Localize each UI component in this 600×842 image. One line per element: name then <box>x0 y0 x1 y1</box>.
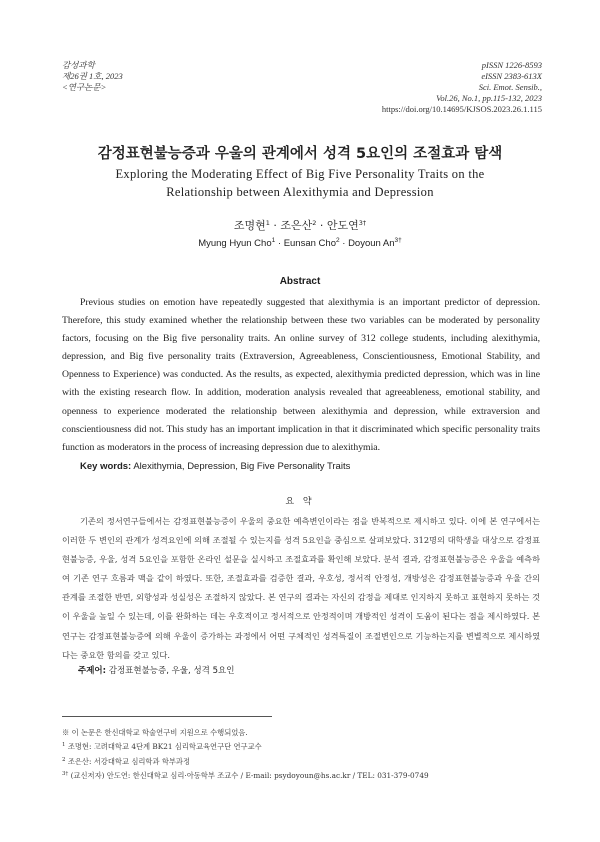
author-mark: 1 <box>265 219 270 227</box>
abstract-heading: Abstract <box>279 276 321 287</box>
footnotes <box>62 726 542 782</box>
author-name: 안도연 <box>326 219 359 232</box>
author-separator: · <box>277 238 282 249</box>
footnote-text: 조은산: 서강대학교 심리학과 학부과정 <box>67 756 191 766</box>
keywords-korean-list: 감정표현불능증, 우울, 성격 5요인 <box>108 666 235 676</box>
journal-abbrev: Sci. Emot. Sensib., <box>478 82 542 92</box>
title-korean: 감정표현불능증과 우울의 관계에서 성격 5요인의 조절효과 탐색 <box>97 146 503 162</box>
footnote-3 <box>62 768 542 782</box>
author-mark: 3† <box>394 237 402 244</box>
title-english-line2: Relationship between Alexithymia and Depression <box>166 185 434 199</box>
journal-header-left <box>62 60 123 93</box>
author-name: Eunsan Cho <box>283 238 336 249</box>
footnote-mark: 3† <box>62 770 69 777</box>
footnote-2 <box>62 754 542 768</box>
summary-body: 기존의 정서연구들에서는 감정표현불능증이 우울의 중요한 예측변인이라는 점을 반복적으로 제시하고 있다. 이에 본 연구에서는 이러한 두 변인의 관계가 성격요인에 의해 조절될 수 있는지를 성격 5요인을 중심으로 살펴보았다. 312명의 대학생을 대상으로 감정표현불능증, 우울, 성격 5요인을 포함한 온라인 설문을 실시하고 조절효과를 확인해 보았다. 분석 결과, 감정표현불능증은 우울을 예측하여 기존 연구 흐름과 맥을 같이 하였다. 또한, 조절효과를 검증한 결과, 우호성, 정서적 안정성, 개방성은 감정표현불능증과 우울 간의 관계를 조절한 반면, 외향성과 성실성은 조절하지 않았다. 본 연구의 결과는 자신의 감정을 제대로 인지하지 못하고 표현하지 못하는 것이 우울을 높일 수 있는데, 이를 완화하는 데는 우호적이고 정서적으로 안정적이며 개방적인 성격이 도움이 된다는 점을 제시하였다. 본 연구는 감정표현불능증에 의해 우울이 증가하는 과정에서 어떤 구체적인 성격특질이 조절변인으로 기능하는지를 변별적으로 제시하였다는 중요한 함의를 갖고 있다. <box>62 516 540 660</box>
author-name: 조은산 <box>280 219 313 232</box>
title-english <box>0 165 600 201</box>
footnote-mark: 2 <box>62 756 66 763</box>
author-mark: 3† <box>358 219 367 227</box>
pissn: pISSN 1226-8593 <box>481 60 542 70</box>
footnote-mark: 1 <box>62 742 66 749</box>
keywords-korean <box>78 664 234 676</box>
authors-korean <box>0 217 600 233</box>
author-separator: · <box>319 219 324 232</box>
footnote-text: 조명현: 고려대학교 4단계 BK21 심리학교육연구단 연구교수 <box>67 742 262 752</box>
footnote-text: (교신저자) 안도연: 한신대학교 심리·아동학부 조교수 / E-mail: psydoyoun@hs.ac.kr / TEL: 031-379-0749 <box>70 770 429 780</box>
author-name: Myung Hyun Cho <box>198 238 272 249</box>
journal-header-right <box>382 60 542 115</box>
author-separator: · <box>273 219 277 232</box>
author-mark: 2 <box>335 237 340 244</box>
author-mark: 1 <box>271 237 276 244</box>
author-separator: · <box>342 238 346 249</box>
authors-english <box>0 237 600 249</box>
article-type: <연구논문> <box>62 82 107 92</box>
author-name: Doyoun An <box>348 238 395 249</box>
author-mark: 2 <box>312 219 317 227</box>
keywords-list: Alexithymia, Depression, Big Five Personality Traits <box>133 461 351 472</box>
summary-heading: 요 약 <box>285 497 315 507</box>
volume-pages: Vol.26, No.1, pp.115-132, 2023 <box>436 93 542 103</box>
eissn: eISSN 2383-613X <box>481 71 542 81</box>
abstract-body: Previous studies on emotion have repeatedly suggested that alexithymia is an important predictor of depression. Therefore, this study examined whether the relationship between these two variables can be moderated by personality factors, focusing on the Big five personality traits. An online survey of 312 college students, including alexithymia, depression, and Big five personality traits (Extraversion, Agreeableness, Conscientiousness, Emotional Stability, and Openness to Experience) was conducted. As the results, as expected, alexithymia predicted depression, which was in line with the existing research flow. In addition, moderation analysis revealed that agreeableness, emotional stability, and openness to experience moderated the relationship between alexithymia and depression, while extraversion and conscientiousness did not. This study has an important implication in that it discriminated which specific personality traits function as moderators in the process of increasing depression due to alexithymia. <box>62 297 540 453</box>
doi-link[interactable]: https://doi.org/10.14695/KJSOS.2023.26.1.115 <box>381 104 542 114</box>
footnote-1 <box>62 739 542 753</box>
keywords <box>80 461 350 472</box>
keywords-korean-label: 주제어: <box>78 666 107 676</box>
journal-volume: 제26권 1호, 2023 <box>62 71 123 81</box>
author-name: 조명현 <box>233 219 266 232</box>
title-english-line1: Exploring the Moderating Effect of Big Five Personality Traits on the <box>115 167 485 181</box>
footnote-funding: ※ 이 논문은 한신대학교 학술연구비 지원으로 수행되었음. <box>62 728 248 737</box>
keywords-label: Key words: <box>80 461 132 472</box>
journal-name: 감성과학 <box>62 60 95 70</box>
footnote-divider <box>62 716 272 717</box>
